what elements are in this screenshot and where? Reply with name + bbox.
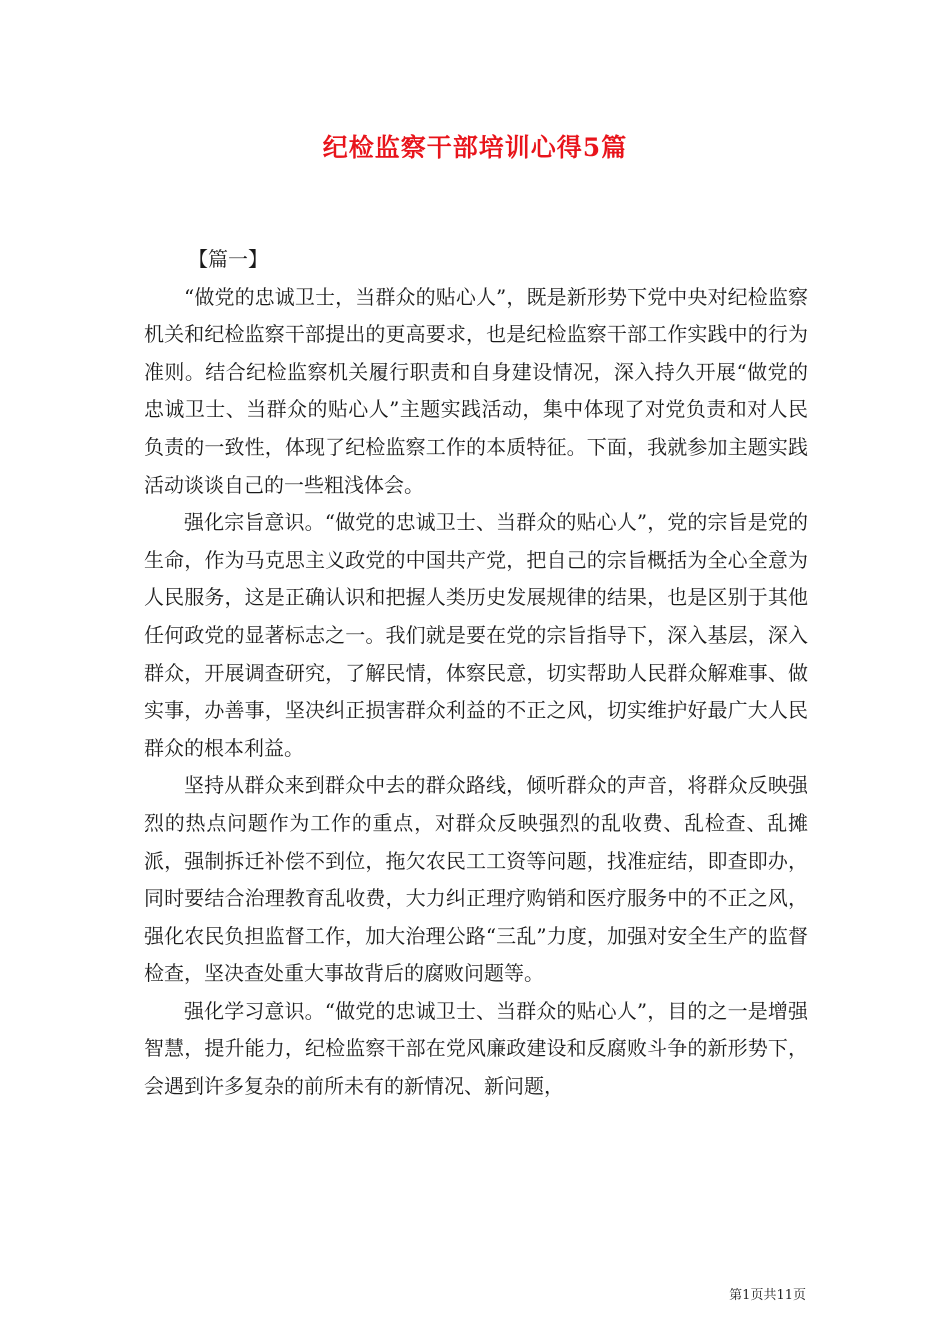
paragraph-1: “做党的忠诚卫士，当群众的贴心人”，既是新形势下党中央对纪检监察机关和纪检监察干部提出的更高要求，也是纪检监察干部工作实践中的行为准则。结合纪检监察机关履行职责和自身建设情况，深入持久开展“做党的忠诚卫士、当群众的贴心人”主题实践活动，集中体现了对党负责和对人民负责的一致性，体现了纪检监察工作的本质特征。下面，我就参加主题实践活动谈谈自己的一些粗浅体会。 xyxy=(144,284,808,497)
paragraph-4: 强化学习意识。“做党的忠诚卫士、当群众的贴心人”，目的之一是增强智慧，提升能力，纪检监察干部在党风廉政建设和反腐败斗争的新形势下，会遇到许多复杂的前所未有的新情况、新问题， xyxy=(144,998,808,1099)
page-number-footer: 第1页共11页 xyxy=(729,1288,806,1303)
paragraph-2: 强化宗旨意识。“做党的忠诚卫士、当群众的贴心人”，党的宗旨是党的生命，作为马克思主义政党的中国共产党，把自己的宗旨概括为全心全意为人民服务，这是正确认识和把握人类历史发展规律的结果，也是区别于其他任何政党的显著标志之一。我们就是要在党的宗旨指导下，深入基层，深入群众，开展调查研究，了解民情，体察民意，切实帮助人民群众解难事、做实事，办善事，坚决纠正损害群众利益的不正之风，切实维护好最广大人民群众的根本利益。 xyxy=(144,510,808,760)
section-label: 【篇一】 xyxy=(188,247,268,271)
paragraph-3: 坚持从群众来到群众中去的群众路线，倾听群众的声音，将群众反映强烈的热点问题作为工作的重点，对群众反映强烈的乱收费、乱检查、乱摊派，强制拆迁补偿不到位，拖欠农民工工资等问题，找准症结，即查即办，同时要结合治理教育乱收费，大力纠正理疗购销和医疗服务中的不正之风，强化农民负担监督工作，加大治理公路“三乱”力度，加强对安全生产的监督检查，坚决查处重大事故背后的腐败问题等。 xyxy=(144,773,808,986)
document-title: 纪检监察干部培训心得5篇 xyxy=(322,133,628,162)
document-body xyxy=(144,241,808,1106)
